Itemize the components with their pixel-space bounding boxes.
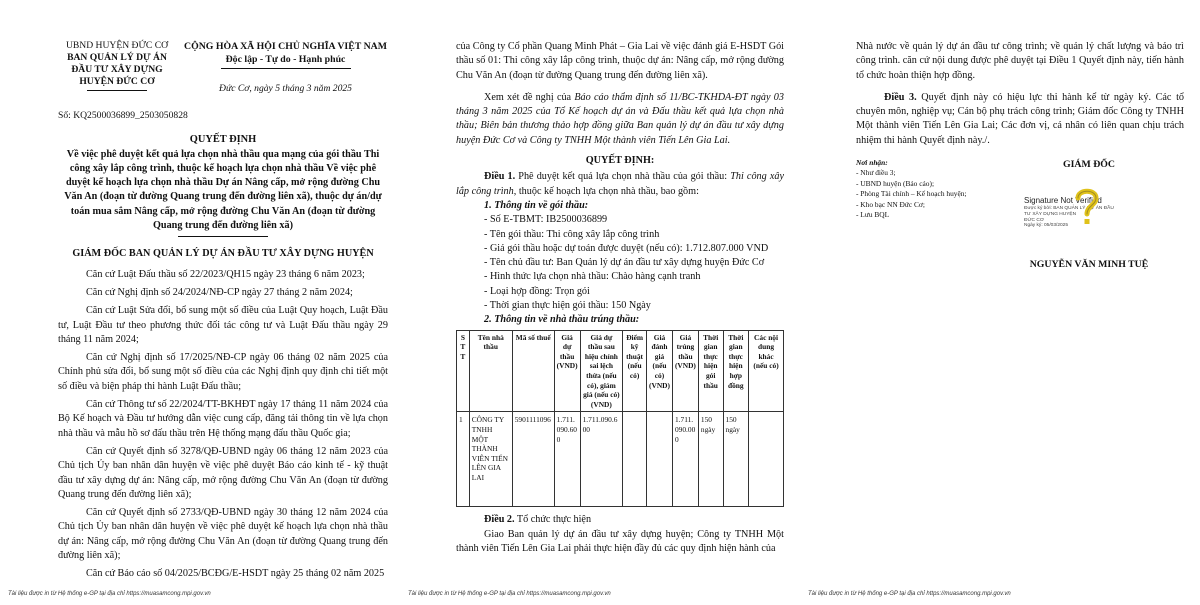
document-number: Số: KQ2500036899_2503050828: [58, 110, 188, 121]
page-footer: Tài liệu được in từ Hệ thống e-GP tại địa chỉ https://muasamcong.mpi.gov.vn: [408, 591, 611, 597]
cell-index: 1: [457, 412, 470, 507]
recipient-item: - Lưu BQL: [856, 210, 890, 220]
agency-line-2: BAN QUẢN LÝ DỰ ÁN ĐẦU TƯ XÂY DỰNG HUYỆN ĐỨC CƠ: [67, 52, 167, 87]
national-motto: Độc lập - Tự do - Hạnh phúc: [225, 54, 346, 65]
header-cell: Thời gian thực hiện hợp đồng: [723, 330, 749, 412]
signature-status: Signature Not Verified: [1024, 196, 1102, 206]
recipients-heading: Nơi nhận:: [856, 158, 888, 168]
issuing-authority: GIÁM ĐỐC BAN QUẢN LÝ DỰ ÁN ĐẦU TƯ XÂY DỰNG HUYỆN: [72, 248, 374, 260]
article-2-continuation: Nhà nước về quản lý dự án đầu tư công trình; về quản lý chất lượng và bảo trì công trình. căn cứ nội dung được phê duyệt tại Điều 1 Quyết định này, tiến hành tổ chức hoàn thiện hợp đồng.: [856, 41, 1184, 81]
signature-unverified-icon: [1072, 186, 1102, 228]
legal-basis: Căn cứ Quyết định số 2733/QĐ-UBND ngày 30 tháng 12 năm 2024 của Chủ tịch Ủy ban nhân dân huyện về việc phê duyệt kế hoạch lựa chọn nhà thầu dự án: Nâng cấp, mở rộng đường Chu Văn An (đoạn từ đường Quang trung đến đường liên xã);: [58, 507, 388, 562]
document-subject: Về việc phê duyệt kết quả lựa chọn nhà thầu qua mạng của gói thầu Thi công xây lắp công trình, thuộc kế hoạch lựa chọn nhà thầu Về việc phê duyệt kế hoạch lựa chọn nhà thầu Dự án Nâng cấp, mở rộng đường Chu Văn An (đoạn từ đường Quang trung đến đường liên xã), thuộc dự án/dự toán mua sắm Nâng cấp, mở rộng đường Chu Văn An (đoạn từ đường Quang trung đến đường liên xã): [64, 148, 382, 232]
article-1: [456, 170, 784, 199]
package-info-item: - Giá gói thầu hoặc dự toán được duyệt (nếu có): 1.712.807.000 VND: [484, 242, 769, 254]
page-3-content: [856, 40, 1184, 273]
legal-basis: Căn cứ Quyết định số 3278/QĐ-UBND ngày 06 tháng 12 năm 2023 của Chủ tịch Ủy ban nhân dân huyện về việc phê duyệt Báo cáo kinh tế - kỹ thuật đầu tư xây dựng dự án: Nâng cấp, mở rộng đường Chu Văn An (đoạn từ đường Quang trung đến đường liên xã);: [58, 445, 388, 500]
signature-detail: Ngày ký: 05/03/2025: [1024, 223, 1069, 229]
header-cell: Giá dự thầu (VND): [554, 330, 580, 412]
article-3-label: Điều 3.: [884, 91, 917, 103]
document-page-2: [400, 0, 800, 605]
header-cell: Giá trúng thầu (VND): [672, 330, 698, 412]
header-cell: Các nội dung khác (nếu có): [749, 330, 784, 412]
recipient-item: - Như điều 3;: [856, 168, 896, 178]
signer-position: GIÁM ĐỐC: [1063, 159, 1115, 171]
cell-winning-price: 1.711.090.000: [672, 412, 698, 507]
table-row: [457, 412, 784, 507]
article-2-text: Tổ chức thực hiện: [514, 514, 592, 526]
decision-heading: QUYẾT ĐỊNH:: [585, 155, 655, 167]
legal-basis: Căn cứ Nghị định số 24/2024/NĐ-CP ngày 27 tháng 2 năm 2024;: [86, 286, 353, 298]
article-1-label: Điều 1.: [484, 171, 516, 183]
document-page-3: [800, 0, 1200, 605]
document-page-1: [0, 0, 400, 605]
header-cell: S T T: [457, 330, 470, 412]
consideration-reports: Báo cáo thẩm định số 11/BC-TKHDA-ĐT ngày 03 tháng 3 năm 2025 của Tổ Kế hoạch dự án và Đấu thầu kết quả lựa chọn nhà thầu; Biên bản thương thảo hợp đồng giữa Ban quản lý dự án đầu tư xây dựng huyện Đức Cơ và Công ty TNHH Một thành viên Tiến Lên Gia Lai.: [456, 91, 784, 146]
header-cell: Mã số thuế: [512, 330, 554, 412]
winning-bidder-table: [456, 330, 784, 508]
recipient-item: - UBND huyện (Báo cáo);: [856, 178, 934, 188]
issuing-agency: [58, 40, 176, 95]
consideration-paragraph: [456, 91, 784, 148]
signature-section: [856, 158, 1184, 273]
header-cell: Giá dự thầu sau hiệu chỉnh sai lệch thừa (nếu có), giảm giá (nếu có) (VND): [580, 330, 623, 412]
header-cell: Điểm kỹ thuật (nếu có): [623, 330, 647, 412]
signer-block: [994, 158, 1184, 273]
signer-name: NGUYỄN VĂN MINH TUỆ: [1029, 259, 1149, 271]
cell-tax-code: 5901111096: [512, 412, 554, 507]
consideration-prefix: Xem xét đề nghị của: [484, 91, 575, 103]
page-footer: Tài liệu được in từ Hệ thống e-GP tại địa chỉ https://muasamcong.mpi.gov.vn: [8, 591, 211, 597]
cell-tech-score: [623, 412, 647, 507]
article-2-label: Điều 2.: [484, 514, 515, 526]
nation-name: CỘNG HÒA XÃ HỘI CHỦ NGHĨA VIỆT NAM: [184, 41, 387, 52]
article-1-text: Phê duyệt kết quả lựa chọn nhà thầu của gói thầu:: [515, 171, 731, 183]
package-info-item: - Tên gói thầu: Thi công xây lắp công trình: [484, 228, 660, 240]
package-info-item: - Thời gian thực hiện gói thầu: 150 Ngày: [484, 300, 651, 312]
article-2-body: Giao Ban quản lý dự án đầu tư xây dựng huyện; Công ty TNHH Một thành viên Tiến Lên Gia Lai phải thực hiện đầy đủ các quy định hiện hành của: [456, 528, 784, 554]
legal-basis: Căn cứ Luật Sửa đổi, bổ sung một số điều của Luật Quy hoạch, Luật Đầu tư, Luật Đầu tư theo phương thức đối tác công tư và Luật Đấu thầu ngày 29 tháng 11 năm 2024;: [58, 305, 388, 345]
article-1-tail: , thuộc kế hoạch lựa chọn nhà thầu, bao gồm:: [513, 185, 699, 197]
cell-other: [749, 412, 784, 507]
page-1-content: [58, 40, 388, 586]
cell-package-duration: 150 ngày: [698, 412, 723, 507]
cell-adjusted-price: 1.711.090.600: [580, 412, 623, 507]
package-info-heading: 1. Thông tin về gói thầu:: [484, 199, 589, 211]
recipients-list: [856, 158, 976, 273]
recipient-item: - Phòng Tài chính – Kế hoạch huyện;: [856, 189, 967, 199]
digital-signature: [994, 190, 1184, 254]
page-footer: Tài liệu được in từ Hệ thống e-GP tại địa chỉ https://muasamcong.mpi.gov.vn: [808, 591, 1011, 597]
header-cell: Thời gian thực hiện gói thầu: [698, 330, 723, 412]
package-info-item: - Hình thức lựa chọn nhà thầu: Chào hàng cạnh tranh: [484, 271, 701, 283]
signature-detail: Được ký bởi: BAN QUẢN LÝ DỰ ÁN ĐẦU TƯ XÂY DỰNG HUYỆN: [1024, 206, 1114, 217]
cell-contract-duration: 150 ngày: [723, 412, 749, 507]
header-cell: Tên nhà thầu: [469, 330, 512, 412]
issue-date: Đức Cơ, ngày 5 tháng 3 năm 2025: [219, 83, 352, 94]
national-heading: [183, 40, 388, 95]
document-header: [58, 40, 388, 95]
subject-underline: [178, 236, 268, 237]
article-3-text: Quyết định này có hiệu lực thi hành kể từ ngày ký. Các tổ chuyên môn, nghiệp vụ; Cán bộ phụ trách công trình; Giám đốc Công ty TNHH Một thành viên Tiến Lên Gia Lai; Các đơn vị, cá nhân có liên quan chịu trách nhiệm thi hành Quyết định này./.: [856, 91, 1185, 146]
package-info-item: - Số E-TBMT: IB2500036899: [484, 214, 608, 226]
recipient-item: - Kho bạc NN Đức Cơ;: [856, 199, 925, 209]
winner-info-heading: 2. Thông tin về nhà thầu trúng thầu:: [484, 314, 640, 326]
motto-underline: [221, 68, 351, 69]
agency-line-1: UBND HUYỆN ĐỨC CƠ: [65, 40, 169, 51]
header-cell: Giá đánh giá (nếu có) (VND): [647, 330, 673, 412]
legal-basis: Căn cứ Báo cáo số 04/2025/BCĐG/E-HSDT ngày 25 tháng 02 năm 2025: [86, 568, 385, 580]
signature-detail: ĐỨC CƠ: [1024, 217, 1044, 223]
legal-basis: Căn cứ Nghị định số 17/2025/NĐ-CP ngày 06 tháng 02 năm 2025 của Chính phủ sửa đổi, bổ sung một số điều của các Nghị định quy định chi tiết một số điều và biện pháp thi hành Luật Đấu thầu;: [58, 352, 388, 392]
cell-bidder-name: CÔNG TY TNHH MỘT THÀNH VIÊN TIẾN LÊN GIA LAI: [469, 412, 512, 507]
agency-underline: [87, 90, 147, 91]
cell-evaluated-price: [647, 412, 673, 507]
article-2: [456, 513, 784, 527]
package-info-item: - Tên chủ đầu tư: Ban Quản lý dự án đầu tư xây dựng huyện Đức Cơ: [484, 257, 765, 269]
package-info-item: - Loại hợp đồng: Trọn gói: [484, 285, 590, 297]
legal-basis: Căn cứ Luật Đấu thầu số 22/2023/QH15 ngày 23 tháng 6 năm 2023;: [86, 268, 365, 280]
document-title: QUYẾT ĐỊNH: [189, 134, 257, 146]
cell-bid-price: 1.711.090.600: [554, 412, 580, 507]
basis-continuation: của Công ty Cổ phần Quang Minh Phát – Gia Lai về việc đánh giá E-HSDT Gói thầu số 01: Thi công xây lắp công trình, thuộc dự án: Nâng cấp, mở rộng đường Chu Văn An (đoạn từ đường Quang trung đến đường liên xã).: [456, 41, 784, 81]
article-1-package: Thi công xây lắp công trình: [456, 171, 785, 197]
legal-basis: Căn cứ Thông tư số 22/2024/TT-BKHĐT ngày 17 tháng 11 năm 2024 của Bộ Kế hoạch và Đầu tư hướng dẫn việc cung cấp, đăng tải thông tin về lựa chọn nhà thầu và mẫu hồ sơ đấu thầu trên Hệ thống mạng đấu thầu Quốc gia;: [58, 399, 388, 439]
table-header-row: [457, 330, 784, 412]
article-3: [856, 91, 1184, 148]
page-2-content: [456, 40, 784, 556]
